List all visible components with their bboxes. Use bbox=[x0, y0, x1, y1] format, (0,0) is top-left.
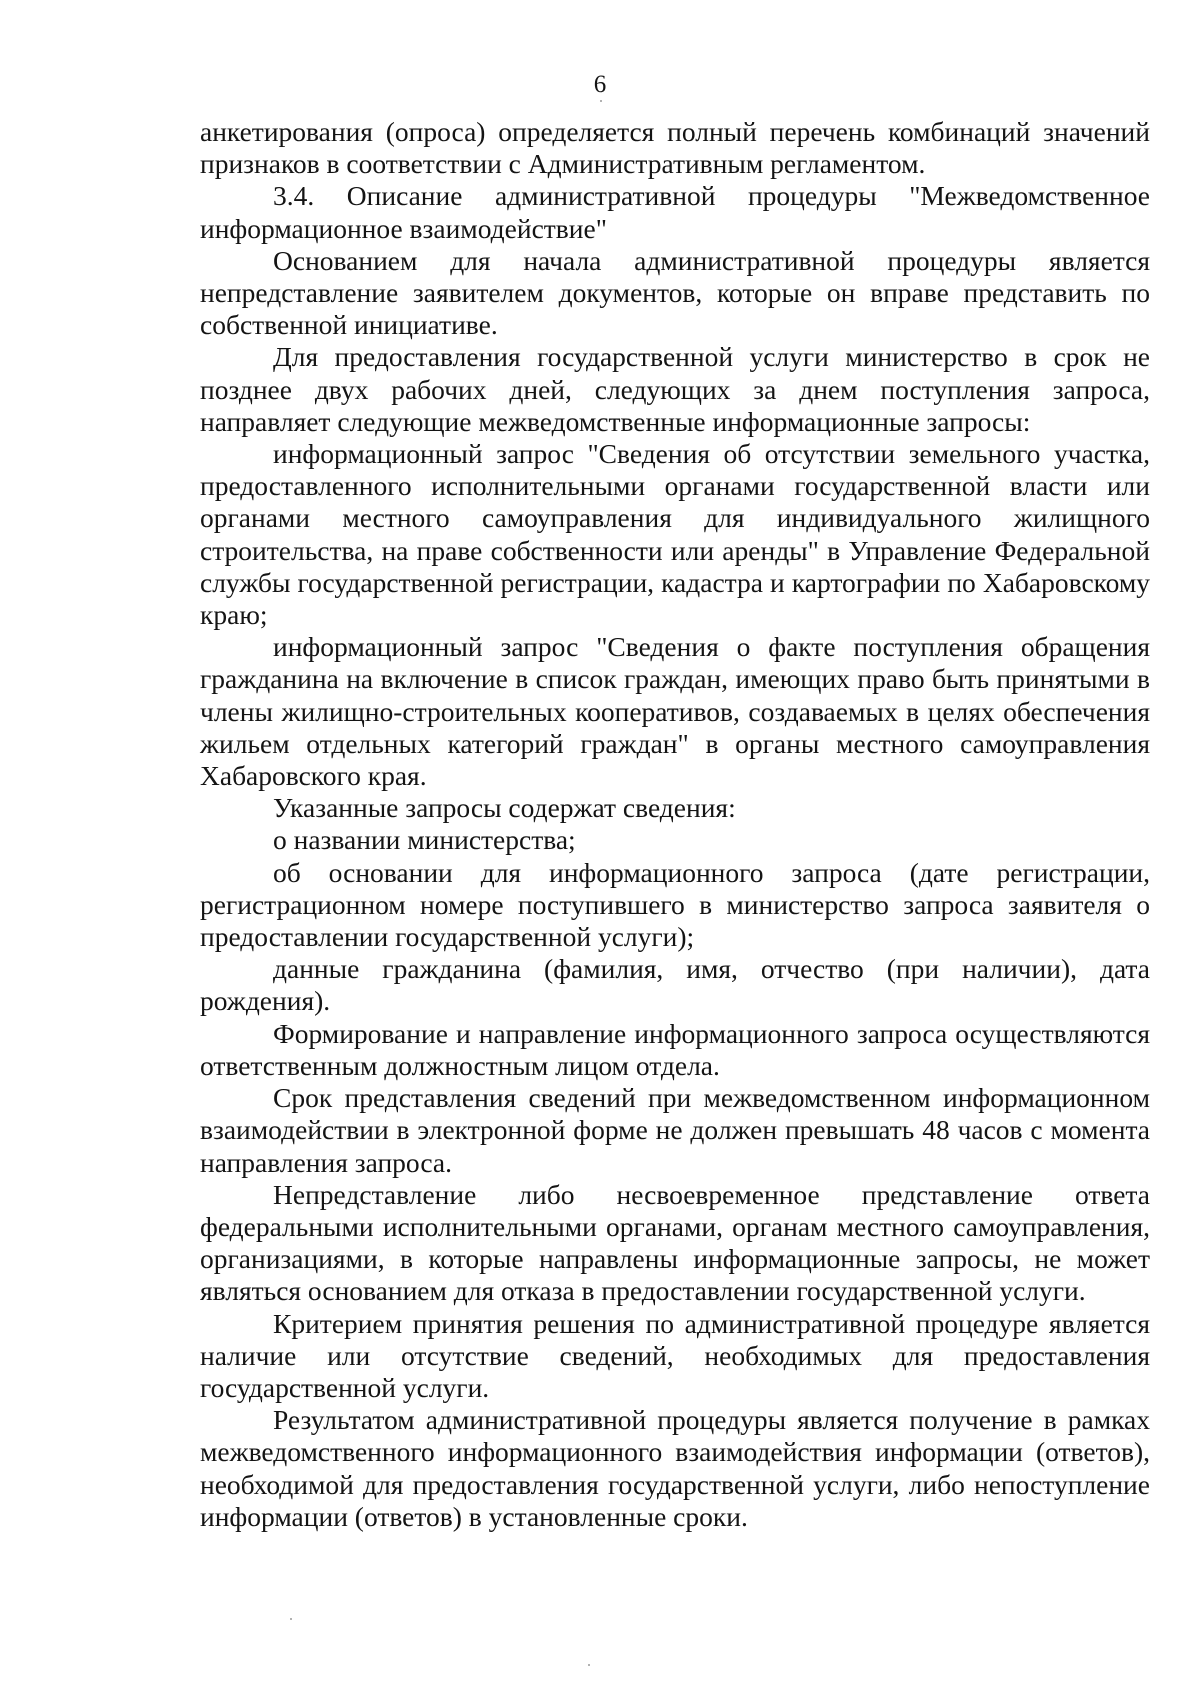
paragraph-requests-intro: Для предоставления государственной услуги министерство в срок не позднее двух рабочих дней, следующих за днем поступления запроса, направляет следующие межведомственные информационные запросы: bbox=[200, 341, 1150, 437]
list-item-ministry-name: о названии министерства; bbox=[273, 824, 576, 856]
paragraph-deadline: Срок представления сведений при межведомственном информационном взаимодействии в электронной форме не должен превышать 48 часов с момента направления запроса. bbox=[200, 1082, 1150, 1178]
paragraph-forming: Формирование и направление информационного запроса осуществляются ответственным должностным лицом отдела. bbox=[200, 1017, 1150, 1081]
scan-speck bbox=[588, 1664, 590, 1666]
paragraph-basis: Основанием для начала административной процедуры является непредставление заявителем документов, которые он вправе представить по собственной инициативе. bbox=[200, 244, 1150, 341]
document-body bbox=[200, 116, 1150, 1533]
paragraph-request-land: информационный запрос "Сведения об отсутствии земельного участка, предоставленного исполнительными органами государственной власти или органами местного самоуправления для индивидуального жилищного строительства, на праве собственности или аренды" в Управление Федеральной службы государственной регистрации, кадастра и картографии по Хабаровскому краю; bbox=[200, 438, 1150, 631]
list-item-request-basis: об основании для информационного запроса (дате регистрации, регистрационном номере поступившего в министерство запроса заявителя о предоставлении государственной услуги); bbox=[200, 856, 1150, 953]
paragraph-result: Результатом административной процедуры является получение в рамках межведомственного информационного взаимодействия информации (ответов), необходимой для предоставления государственной услуги, либо непоступление информации (ответов) в установленные сроки. bbox=[200, 1404, 1150, 1532]
paragraph-request-cooperative: информационный запрос "Сведения о факте поступления обращения гражданина на включение в список граждан, имеющих право быть принятыми в члены жилищно-строительных кооперативов, создаваемых в целях обеспечения жильем отдельных категорий граждан" в органы местного самоуправления Хабаровского края. bbox=[200, 631, 1150, 792]
paragraph-criterion: Критерием принятия решения по административной процедуре является наличие или отсутствие сведений, необходимых для предоставления государственной услуги. bbox=[200, 1307, 1150, 1403]
section-heading-3-4: 3.4. Описание административной процедуры "Межведомственное информационное взаимодействие" bbox=[200, 180, 1150, 244]
paragraph-continuation: анкетирования (опроса) определяется полный перечень комбинаций значений признаков в соответствии с Административным регламентом. bbox=[200, 116, 1150, 180]
list-item-citizen-data: данные гражданина (фамилия, имя, отчество (при наличии), дата рождения). bbox=[200, 953, 1150, 1017]
paragraph-requests-contain: Указанные запросы содержат сведения: bbox=[273, 792, 736, 824]
paragraph-non-response: Непредставление либо несвоевременное представление ответа федеральными исполнительными органами, органам местного самоуправления, организациями, в которые направлены информационные запросы, не может являться основанием для отказа в предоставлении государственной услуги. bbox=[200, 1178, 1150, 1307]
scan-speck bbox=[600, 100, 602, 102]
scan-speck bbox=[290, 1618, 292, 1620]
page-number: 6 bbox=[593, 71, 607, 98]
